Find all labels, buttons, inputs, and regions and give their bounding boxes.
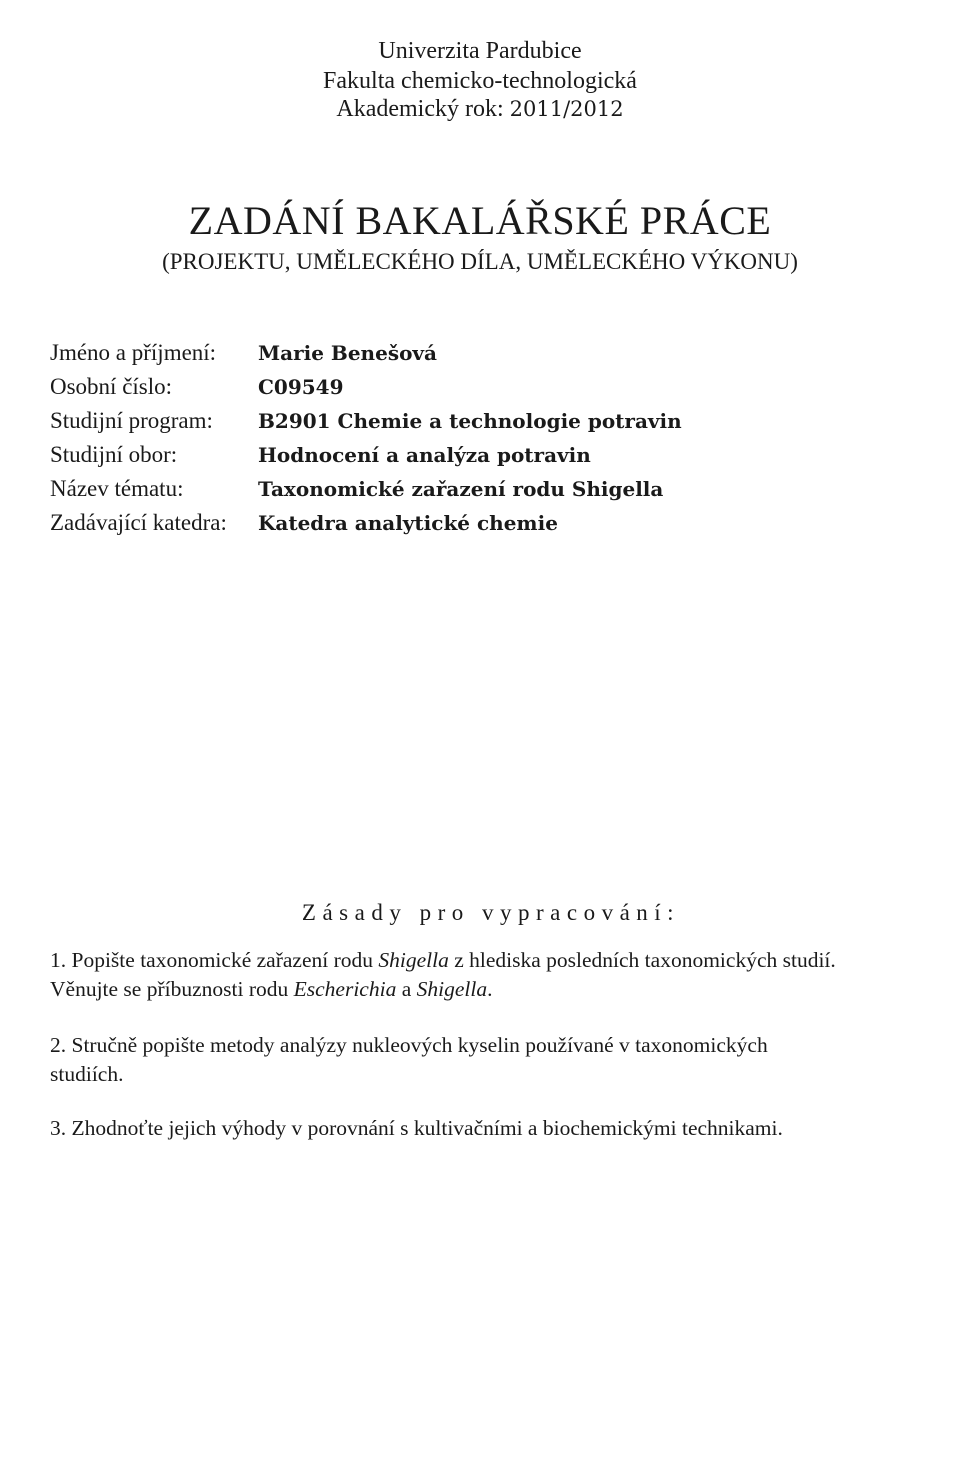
info-label: Jméno a příjmení: (50, 340, 217, 365)
info-value: Taxonomické zařazení rodu Shigella (258, 477, 664, 501)
task-1 (50, 946, 870, 1004)
university-name: Univerzita Pardubice (378, 38, 582, 64)
info-row-department (50, 506, 910, 540)
info-label: Studijní obor: (50, 442, 178, 467)
task-2 (50, 1031, 870, 1089)
task-text: . (487, 977, 493, 1001)
task-1-line-2 (50, 975, 870, 1004)
info-value: C09549 (258, 375, 344, 399)
task-text: z hlediska posledních taxonomických studií. (448, 948, 836, 972)
task-text: 1. Popište taxonomické zařazení rodu (50, 948, 379, 972)
info-row-study-program (50, 404, 910, 438)
info-row-study-field (50, 438, 910, 472)
info-label: Osobní číslo: (50, 374, 173, 399)
info-value: Marie Benešová (258, 341, 437, 365)
task-2-line-2: studiích. (50, 1062, 124, 1086)
info-label: Studijní program: (50, 408, 213, 433)
principles-heading: Zásady pro vypracování: (301, 900, 681, 925)
task-1-line-1 (50, 946, 870, 975)
task-text: Věnujte se příbuznosti rodu (50, 977, 294, 1001)
task-2-line-1: 2. Stručně popište metody analýzy nukleových kyselin používané v taxonomických (50, 1033, 768, 1057)
info-value: Hodnocení a analýza potravin (258, 443, 591, 467)
task-3-line-1: 3. Zhodnoťte jejich výhody v porovnání s kultivačními a biochemickými technikami. (50, 1116, 783, 1140)
academic-year-label: Akademický rok: (336, 96, 504, 122)
genus-name: Escherichia (293, 977, 397, 1001)
genus-name: Shigella (416, 977, 488, 1001)
student-info (50, 336, 910, 540)
document-subtitle: (PROJEKTU, UMĚLECKÉHO DÍLA, UMĚLECKÉHO VÝKONU) (162, 249, 798, 274)
task-3 (50, 1114, 870, 1143)
info-label: Název tématu: (50, 476, 184, 501)
academic-year-value: 2011/2012 (509, 97, 624, 121)
info-row-personal-number (50, 370, 910, 404)
info-value: B2901 Chemie a technologie potravin (258, 409, 682, 433)
genus-name: Shigella (378, 948, 449, 972)
document-title: ZADÁNÍ BAKALÁŘSKÉ PRÁCE (188, 198, 772, 243)
faculty-name: Fakulta chemicko-technologická (323, 68, 637, 94)
info-value: Katedra analytické chemie (258, 511, 558, 535)
info-label: Zadávající katedra: (50, 510, 227, 535)
info-row-name (50, 336, 910, 370)
task-text: a (396, 977, 417, 1001)
info-row-topic (50, 472, 910, 506)
academic-year (0, 94, 960, 124)
